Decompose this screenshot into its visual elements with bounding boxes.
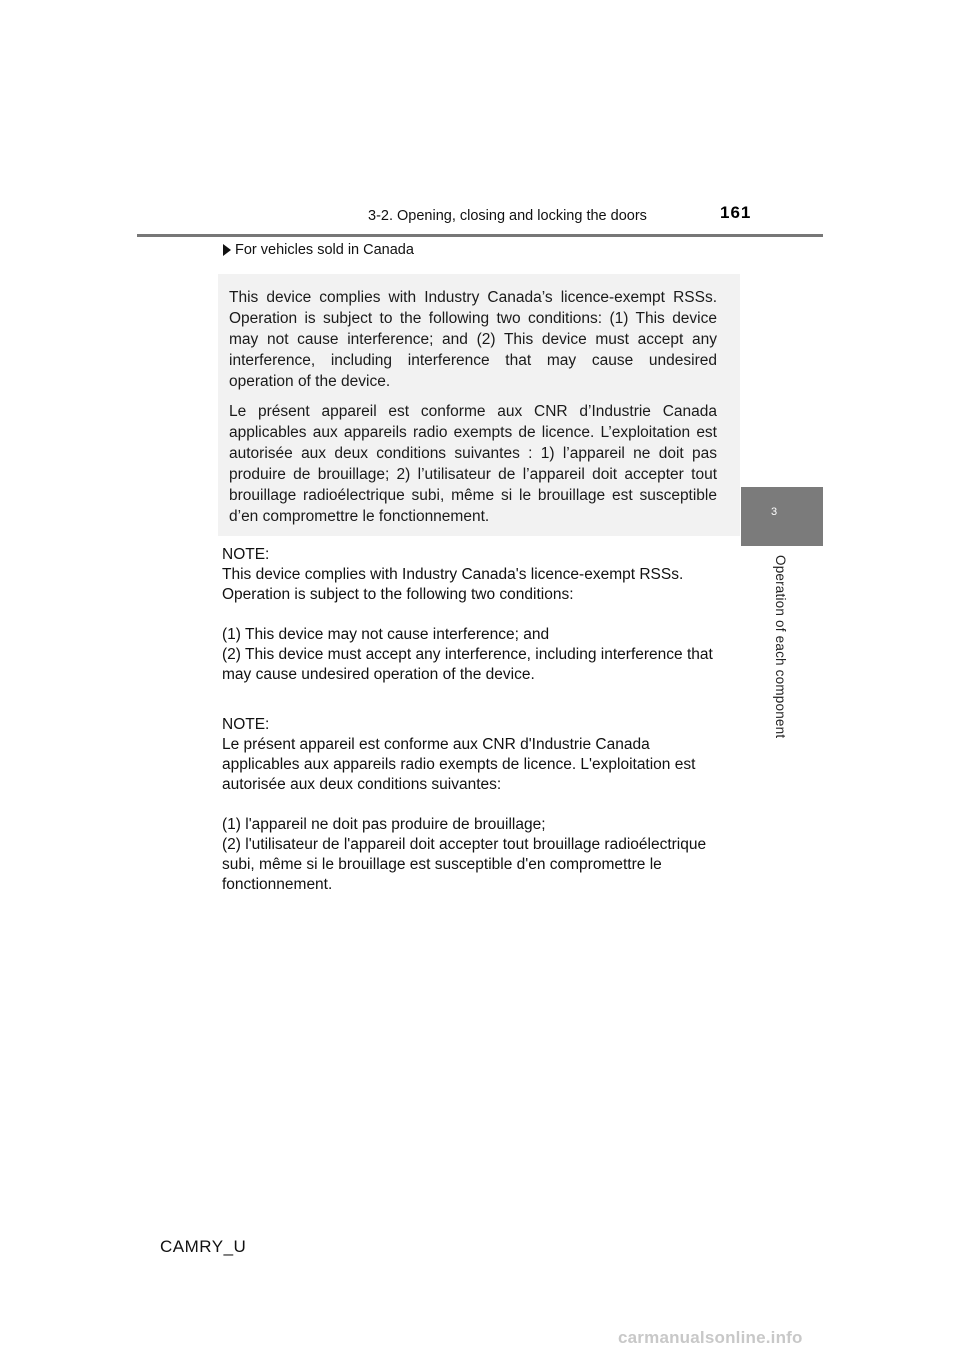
- note-line: applicables aux appareils radio exempts de licence. L'exploitation est: [222, 756, 696, 773]
- section-title: 3-2. Opening, closing and locking the doors: [368, 208, 647, 224]
- subheading-text: For vehicles sold in Canada: [235, 242, 414, 258]
- note-item: (2) This device must accept any interference, including interference that: [222, 646, 713, 663]
- note-line: This device complies with Industry Canada's licence-exempt RSSs.: [222, 566, 684, 583]
- note-item: (1) l'appareil ne doit pas produire de brouillage;: [222, 816, 546, 833]
- page-number: 161: [720, 203, 752, 222]
- note-english: [222, 545, 732, 685]
- note-item-continued: may cause undesired operation of the device.: [222, 666, 535, 683]
- header-divider: [137, 234, 823, 237]
- model-code: CAMRY_U: [160, 1237, 247, 1256]
- notice-french: Le présent appareil est conforme aux CNR d’Industrie Canada applicables aux appareils radio exempts de licence. L’exploitation est autorisée aux deux conditions suivantes : 1) l’appareil ne doit pas produire de brouillage; 2) l’utilisateur de l’appareil doit accepter tout brouillage radioélectrique subi, même si le brouillage est susceptible d’en compromettre le fonctionnement.: [229, 403, 717, 525]
- notice-english: This device complies with Industry Canada’s licence-exempt RSSs. Operation is subject to the following two conditions: (1) This device may not cause interference; and (2) This device must accept any interference, including interference that may cause undesired operation of the device.: [229, 289, 717, 390]
- note-line: Operation is subject to the following two conditions:: [222, 586, 574, 603]
- note-item-continued: fonctionnement.: [222, 876, 333, 893]
- note-item: (1) This device may not cause interference; and: [222, 626, 550, 643]
- note-french: [222, 715, 732, 895]
- subheading: [223, 242, 414, 258]
- chapter-number: 3: [771, 506, 778, 518]
- notice-box: [218, 274, 740, 536]
- note-line: autorisée aux deux conditions suivantes:: [222, 776, 502, 793]
- chapter-tab: [741, 487, 823, 546]
- note-item-continued: subi, même si le brouillage est susceptible d'en compromettre le: [222, 856, 662, 873]
- chapter-title: Operation of each component: [773, 555, 788, 739]
- watermark: carmanualsonline.info: [618, 1328, 803, 1347]
- note-line: Le présent appareil est conforme aux CNR d'Industrie Canada: [222, 736, 650, 753]
- note-label: NOTE:: [222, 546, 270, 563]
- note-item: (2) l'utilisateur de l'appareil doit accepter tout brouillage radioélectrique: [222, 836, 707, 853]
- note-label: NOTE:: [222, 716, 270, 733]
- triangle-bullet-icon: [223, 244, 231, 256]
